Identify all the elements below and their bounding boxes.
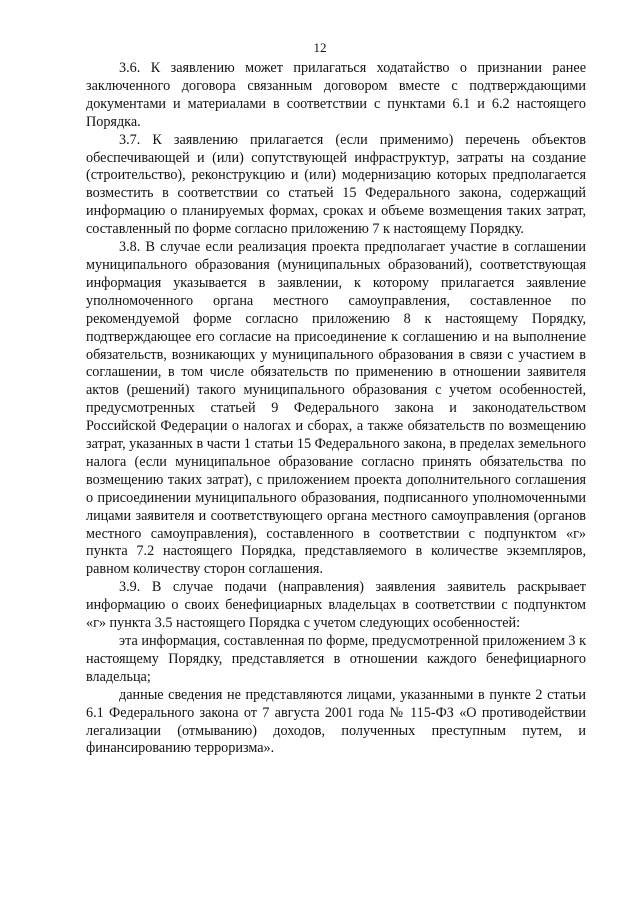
paragraph-3-6: 3.6. К заявлению может прилагаться ходатайство о признании ранее заключенного договора связанным договором вместе с подтверждающими документами и материалами в соответствии с пунктами 6.1 и 6.2 настоящего Порядка. (86, 60, 586, 130)
page-number: 12 (313, 40, 327, 55)
paragraph-3-9-item-2: данные сведения не представляются лицами, указанными в пункте 2 статьи 6.1 Федерального закона от 7 августа 2001 года № 115-ФЗ «О противодействии легализации (отмыванию) доходов, полученных преступным путем, и финансированию терроризма». (86, 686, 586, 757)
paragraph-3-9-item-1: эта информация, составленная по форме, предусмотренной приложением 3 к настоящему Порядку, представляется в отношении каждого бенефициарного владельца; (86, 633, 586, 685)
document-body (86, 60, 586, 758)
paragraph-3-8: 3.8. В случае если реализация проекта предполагает участие в соглашении муниципального образования (муниципальных образований), соответствующая информация указывается в заявлении, к которому прилагается заявление уполномоченного органа местного самоуправления, составленное по рекомендуемой форме согласно приложению 8 к настоящему Порядку, подтверждающее его согласие на присоединение к соглашению и на выполнение обязательств, возникающих у муниципального образования в связи с участием в соглашении, в том числе обязательств по применению в отношении заявителя актов (решений) такого муниципального образования с учетом особенностей, предусмотренных статьей 9 Федерального закона и законодательством Российской Федерации о налогах и сборах, а также обязательств по возмещению затрат, указанных в части 1 статьи 15 Федерального закона, в пределах земельного налога (если муниципальное образование согласно принять обязательства по возмещению таких затрат), с приложением проекта дополнительного соглашения о присоединении муниципального образования, подписанного уполномоченными лицами заявителя и соответствующего органа местного самоуправления (органов местного самоуправления), составленного в соответствии с подпунктом «г» пункта 7.2 настоящего Порядка, представляемого в количестве экземпляров, равном количеству сторон соглашения. (86, 239, 586, 578)
paragraph-3-7: 3.7. К заявлению прилагается (если применимо) перечень объектов обеспечивающей и (или) сопутствующей инфраструктур, затраты на создание (строительство), реконструкцию и (или) модернизацию которых предполагается возместить в соответствии со статьей 15 Федерального закона, содержащий информацию о планируемых формах, сроках и объеме возмещения таких затрат, составленный по форме согласно приложению 7 к настоящему Порядку. (86, 131, 586, 238)
paragraph-3-9: 3.9. В случае подачи (направления) заявления заявитель раскрывает информацию о своих бенефициарных владельцах в соответствии с подпунктом «г» пункта 3.5 настоящего Порядка с учетом следующих особенностей: (86, 579, 586, 632)
